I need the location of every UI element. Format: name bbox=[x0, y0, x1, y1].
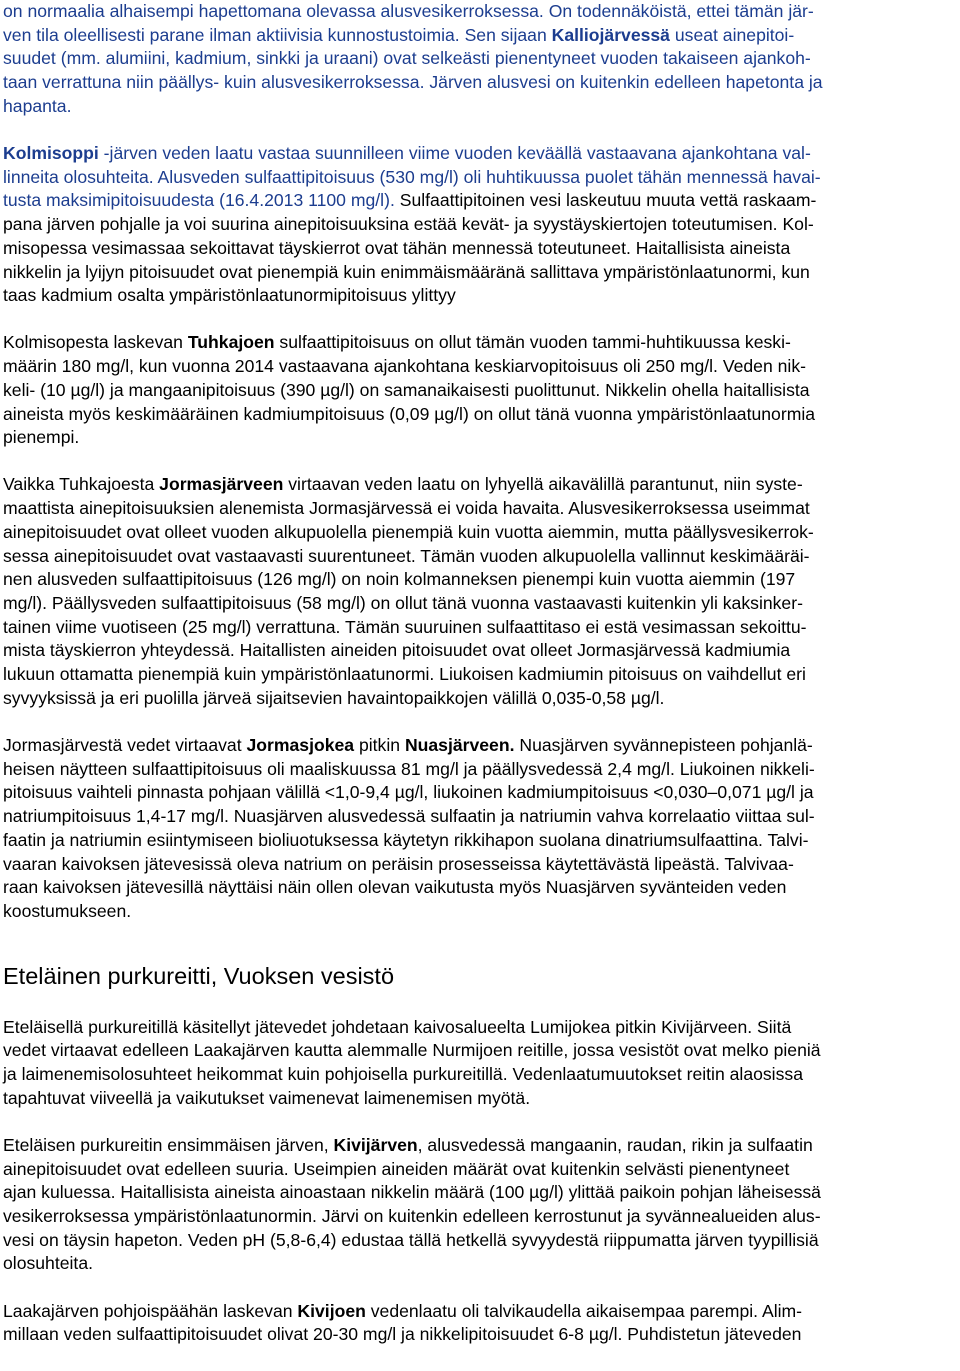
text-run: vedenlaatu oli talvikaudella aikaisempaa parempi. Alim- millaan veden sulfaattipitoisuudet olivat 20-30 mg/l ja nikkelipitoisuudet 6-8 µg/l. Puhdistetun jäteveden bbox=[3, 1300, 803, 1345]
river-name-kivijoki: Kivijoen bbox=[297, 1300, 366, 1321]
lake-name-kalliojarvi: Kalliojärvessä bbox=[551, 24, 670, 45]
text-run: sulfaattipitoisuus on ollut tämän vuoden tammi-huhtikuussa keski- määrin 180 mg/l, kun vuonna 2014 vastaavana ajankohtana keskiarvopitoisuus oli 250 mg/l. Veden nik- keli- (10 µg/l) ja mangaanipitoisuus (390 µg/l) on samanaikaisesti puolittunut. Nikkelin ohella haitallisista aineista myös keskimääräinen kadmiumpitoisuus (0,09 µg/l) on ollut tänä vuonna ympäristönlaatunormia pienempi. bbox=[3, 332, 816, 448]
text-run: Kolmisopesta laskevan bbox=[3, 332, 188, 353]
text-run: on normaalia alhaisempi hapettomana olevassa alusvesikerroksessa. On todennäköistä, ettei tämän jär- ven tila oleellisesti parane ilman aktiivisia kunnostustoimia. Sen sijaan bbox=[3, 1, 814, 45]
text-run: , alusvedessä mangaanin, raudan, rikin ja sulfaatin ainepitoisuudet ovat edelleen suuria. Useimpien aineiden määrät ovat kuitenkin selvästi pienentyneet ajan kuluessa. Haitallisista aineista ainoastaan nikkelin määrä (100 µg/l) ylittää paikoin pohjan läheisessä vesikerroksessa ympäristönlaatunormin. Järvi on kuitenkin edelleen kerrostunut ja syvännealueiden alus- vesi on täysin hapeton. Veden pH (5,8-6,4) edustaa tällä hetkellä syvyydestä riippumatta järven tyypillisiä olosuhteita. bbox=[3, 1134, 821, 1274]
paragraph-southern-route bbox=[3, 1016, 955, 1111]
paragraph-kolmisoppi bbox=[3, 142, 955, 308]
text-run: Vaikka Tuhkajoesta bbox=[3, 474, 160, 495]
text-run: Eteläisen purkureitin ensimmäisen järven, bbox=[3, 1134, 334, 1155]
lake-name-kivijarvi: Kivijärven bbox=[333, 1134, 418, 1155]
paragraph-kalliojarvi bbox=[3, 0, 955, 119]
text-run: Jormasjärvestä vedet virtaavat bbox=[3, 734, 247, 755]
lake-name-nuasjarvi: Nuasjärveen. bbox=[404, 734, 515, 755]
text-run: virtaavan veden laatu on lyhyellä aikavälillä parantunut, niin syste- maattista ainepitoisuuksien alenemista Jormasjärvessä ei voida havaita. Alusvesikerroksessa useimmat ainepitoisuudet ovat olleet vuoden alkupuolella pienempiä kuin vuotta aiemmin, mutta päällysvesikerrok- sessa ainepitoisuudet ovat vastaavasti suurentuneet. Tämän vuoden alkupuolella vallinnut keskimääräi- nen alusveden sulfaattipitoisuus (126 mg/l) on noin kolmanneksen pienempi kuin vuotta aiemmin (197 mg/l). Päällysveden sulfaattipitoisuus (58 mg/l) on ollut tänä vuonna vastaavasti kuitenkin yli kaksinker- tainen viime vuotiseen (25 mg/l) verrattuna. Tämän suuruinen sulfaattitaso ei estä vesimassan sekoittu- mista täyskierron yhteydessä. Haitallisten aineiden pitoisuudet ovat olleet Jormasjärvessä kadmiumia lukuun ottamatta pienempiä kuin ympäristönlaatunormi. Liukoisen kadmiumin pitoisuus on vaihdellut eri syvyyksissä ja eri puolilla järveä sijaitsevien havaintopaikkojen välillä 0,035-0,58 µg/l. bbox=[3, 474, 814, 708]
paragraph-jormasjarvi bbox=[3, 473, 955, 710]
paragraph-nuasjarvi bbox=[3, 734, 955, 924]
river-name-jormasjoki: Jormasjokea bbox=[246, 734, 355, 755]
paragraph-kivijarvi bbox=[3, 1134, 955, 1276]
text-run: Laakajärven pohjoispäähän laskevan bbox=[3, 1300, 298, 1321]
text-run: Sulfaattipitoinen vesi laskeutuu muuta vettä raskaam- pana järven pohjalle ja voi suurina ainepitoisuuksina estää kevät- ja syystäyskiertojen toteutumisen. Kol- misopessa vesimassaa sekoittavat täyskierrot ovat tähän mennessä toteutuneet. Haitallisista aineista nikkelin ja lyijyn pitoisuudet ovat pienempiä kuin enimmäismääränä sallittava ympäristönlaatunormi, kun taas kadmium osalta ympäristönlaatunormipitoisuus ylittyy bbox=[3, 190, 817, 306]
text-run: -järven veden laatu vastaa suunnilleen viime vuoden keväällä vastaavana ajankohtana val- linneita olosuhteita. Alusveden sulfaattipitoisuus (530 mg/l) oli huhtikuussa puolet tähän mennessä havai- tusta maksimipitoisuudesta (16.4.2013 1100 mg/l). bbox=[3, 143, 821, 211]
section-heading: Eteläinen purkureitti, Vuoksen vesistö bbox=[3, 962, 395, 989]
text-run: Nuasjärven syvännepisteen pohjanlä- heisen näytteen sulfaattipitoisuus oli maaliskuussa 81 mg/l ja päällysvedessä 2,4 mg/l. Liukoinen nikkeli- pitoisuus vaihteli pinnasta pohjaan välillä <1,0-9,4 µg/l, liukoinen kadmiumpitoisuus <0,030–0,071 µg/l ja natriumpitoisuus 1,4-17 mg/l. Nuasjärven alusvedessä sulfaatin ja natriumin vahva korrelaatio viittaa sul- faatin ja natriumin esiintymiseen bioliuotuksessa käytetyn rikkihapon suolana dinatriumsulfaattina. Talvi- vaaran kaivoksen jätevesissä oleva natrium on peräisin prosesseissa käytettävästä lipeästä. Talvivaa- raan kaivoksen jätevesillä näyttäisi näin ollen olevan vaikutusta myös Nuasjärven syvänteiden veden koostumukseen. bbox=[3, 734, 815, 921]
document-page bbox=[3, 0, 955, 1371]
lake-name-jormasjarvi: Jormasjärveen bbox=[159, 474, 284, 495]
text-run: Eteläisellä purkureitillä käsitellyt jätevedet johdetaan kaivosalueelta Lumijokea pitkin Kivijärveen. Siitä vedet virtaavat edelleen Laakajärven kautta alemmalle Nurmijoen reitille, jossa vesistöt ovat melko pieniä ja laimenemisolosuhteet heikommat kuin pohjoisella purkureitillä. Vedenlaatumuutokset reitin alaosissa tapahtuvat viiveellä ja vaikutukset vaimenevat laimenemisen myötä. bbox=[3, 1016, 821, 1108]
lake-name-kolmisoppi: Kolmisoppi bbox=[3, 143, 99, 164]
paragraph-kivijoki bbox=[3, 1300, 955, 1347]
river-name-tuhkajoki: Tuhkajoen bbox=[187, 332, 275, 353]
text-run: pitkin bbox=[354, 734, 405, 755]
paragraph-tuhkajoki bbox=[3, 331, 955, 450]
text-run: useat ainepitoi- suudet (mm. alumiini, kadmium, sinkki ja uraani) ovat selkeästi pienentyneet vuoden takaiseen ajankoh- taan verrattuna niin päällys- kuin alusvesikerroksessa. Järven alusvesi on kuitenkin edelleen hapetonta ja hapanta. bbox=[3, 24, 823, 116]
